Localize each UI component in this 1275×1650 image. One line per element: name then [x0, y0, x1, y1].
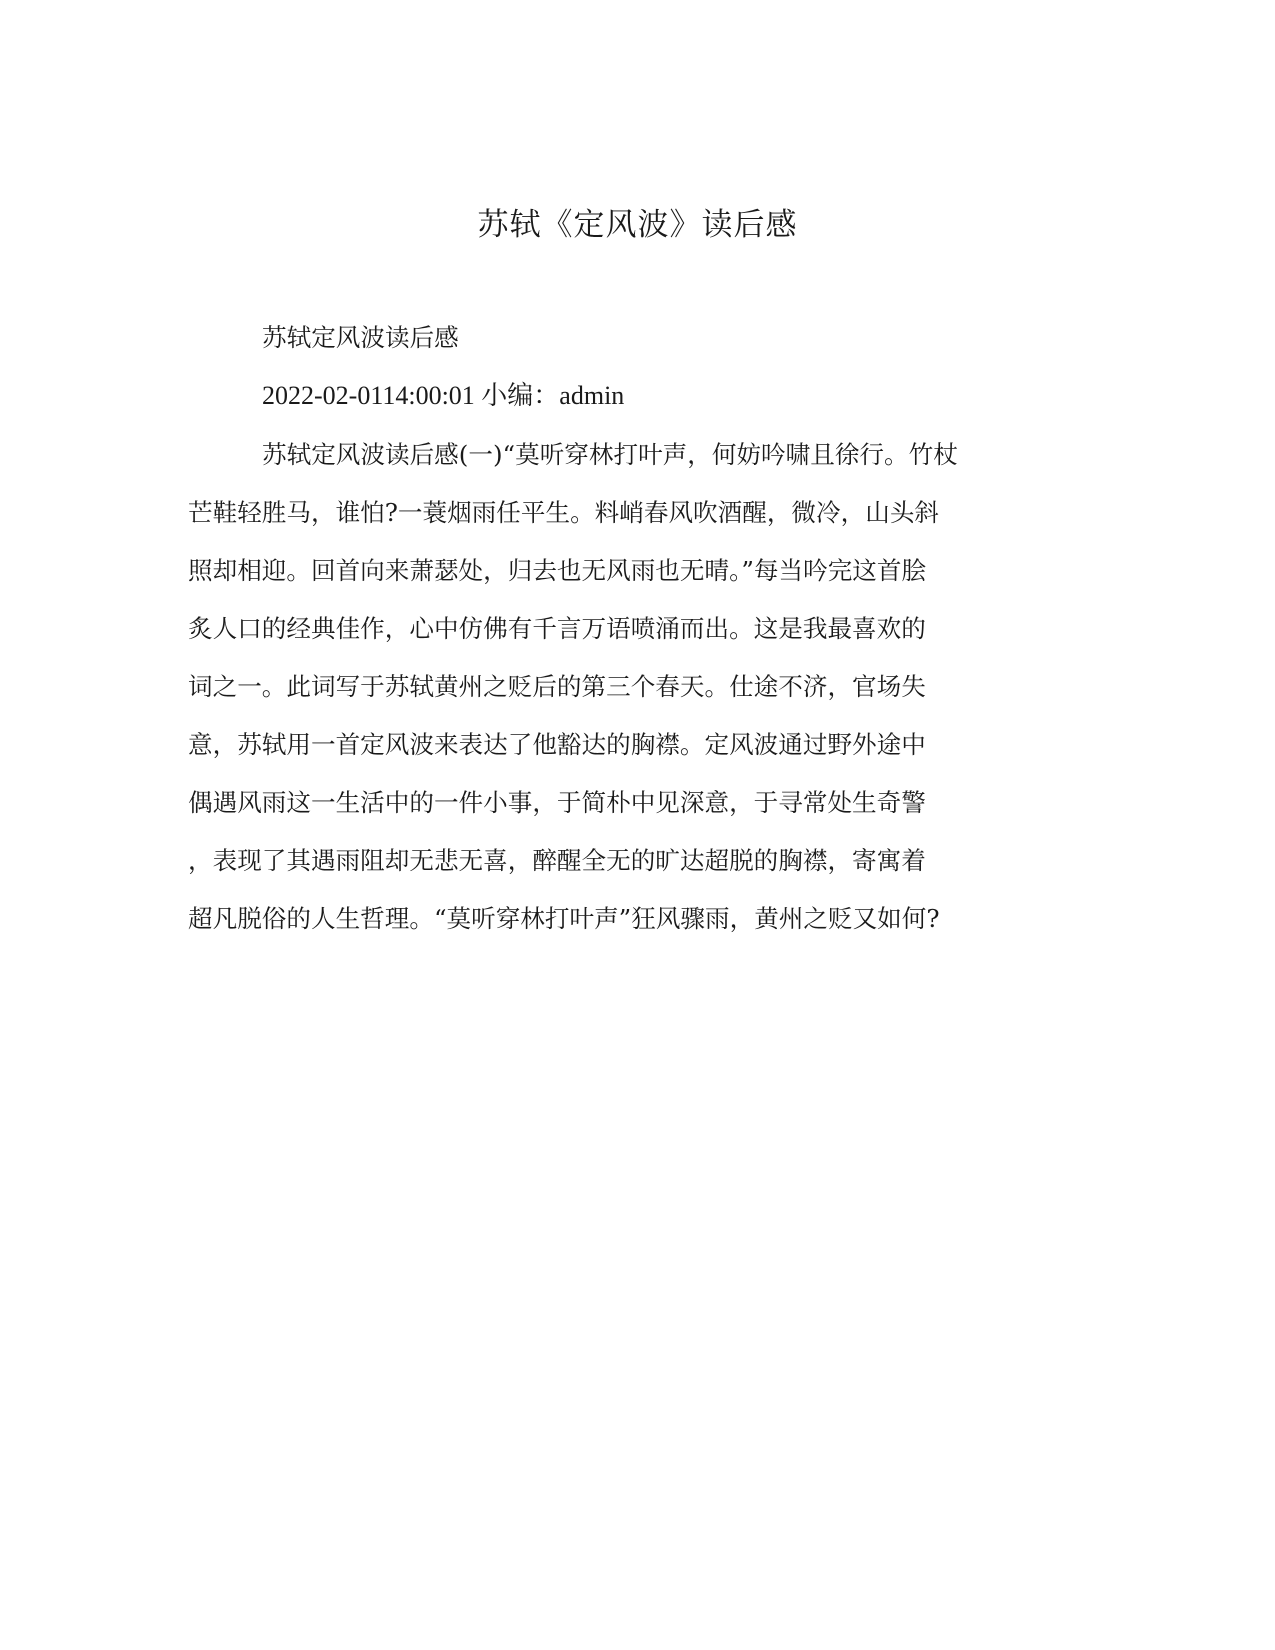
paragraph-line: 照却相迎。回首向来萧瑟处，归去也无风雨也无晴。”每当吟完这首脍 [188, 556, 927, 585]
paragraph-line: 词之一。此词写于苏轼黄州之贬后的第三个春天。仕途不济，官场失 [188, 672, 926, 701]
paragraph-line: 苏轼定风波读后感(一)“莫听穿林打叶声，何妨吟啸且徐行。竹杖 [262, 440, 958, 469]
paragraph-line: 偶遇风雨这一生活中的一件小事，于简朴中见深意，于寻常处生奇警 [188, 788, 926, 817]
paragraph-line: 芒鞋轻胜马，谁怕?一蓑烟雨任平生。料峭春风吹酒醒，微冷，山头斜 [188, 498, 940, 527]
document-subtitle: 苏轼定风波读后感 [262, 323, 459, 352]
document-meta: 2022-02-0114:00:01 小编：admin [262, 381, 625, 410]
paragraph-line: 意，苏轼用一首定风波来表达了他豁达的胸襟。定风波通过野外途中 [188, 730, 926, 759]
paragraph-line: 炙人口的经典佳作，心中仿佛有千言万语喷涌而出。这是我最喜欢的 [188, 614, 926, 643]
paragraph-line: 超凡脱俗的人生哲理。“莫听穿林打叶声”狂风骤雨，黄州之贬又如何? [188, 904, 940, 933]
paragraph-line: ，表现了其遇雨阻却无悲无喜，醉醒全无的旷达超脱的胸襟，寄寓着 [188, 846, 926, 875]
document-title: 苏轼《定风波》读后感 [477, 207, 798, 243]
